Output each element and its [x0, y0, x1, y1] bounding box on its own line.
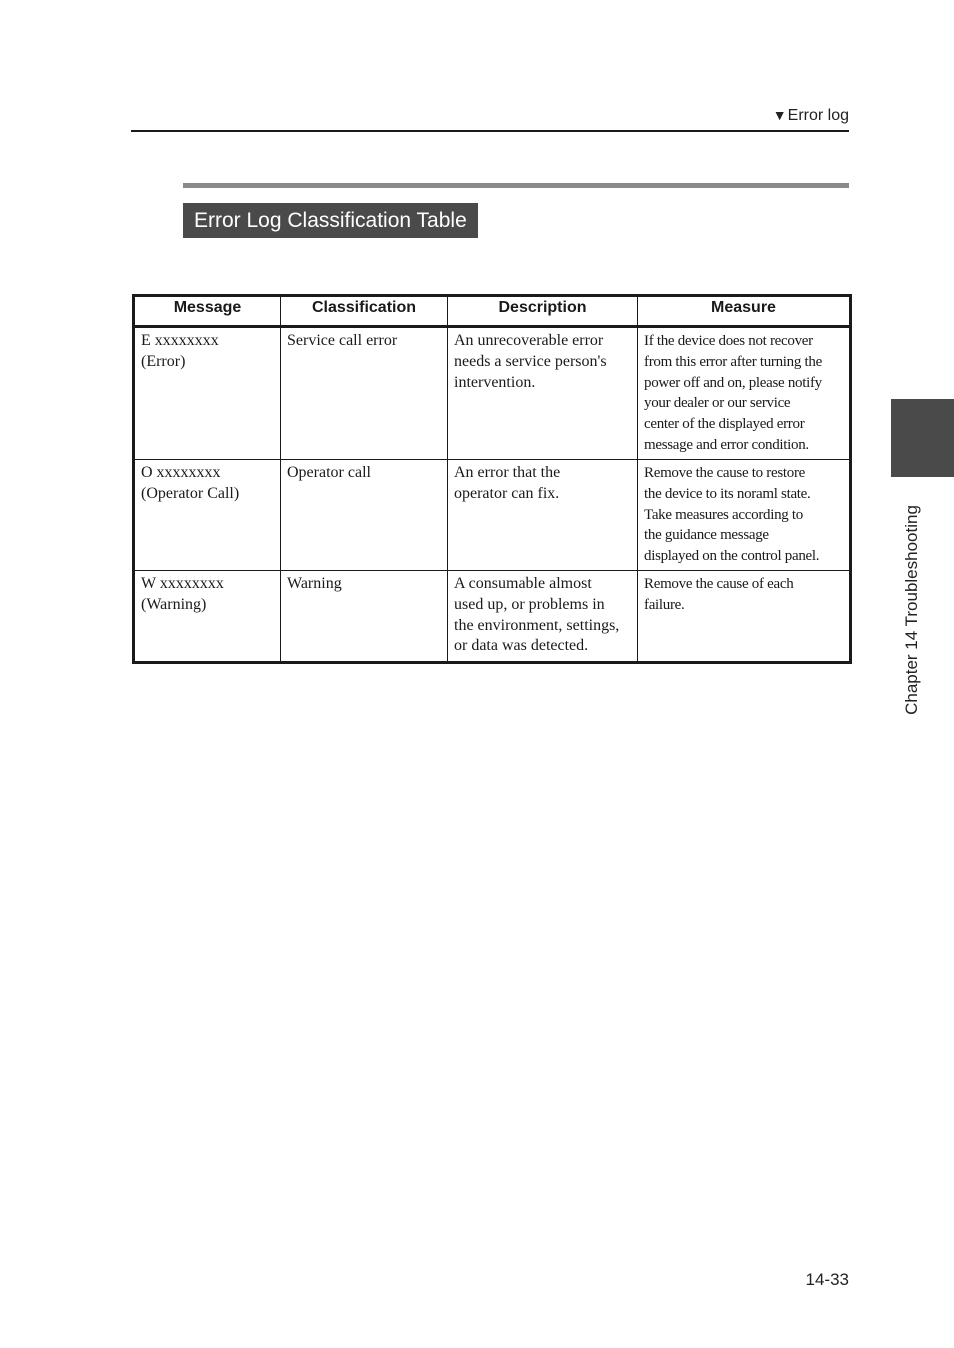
table-row	[134, 327, 851, 460]
cell-measure	[638, 460, 851, 571]
measure-line: message and error condition.	[644, 436, 809, 453]
cell-classification	[281, 327, 448, 460]
classification-text: Warning	[287, 575, 342, 592]
message-code: W xxxxxxxx	[141, 575, 224, 592]
measure-line: from this error after turning the	[644, 353, 822, 370]
section-title: Error Log Classification Table	[183, 203, 478, 238]
cell-message	[134, 460, 281, 571]
description-line: intervention.	[454, 373, 536, 391]
measure-line: If the device does not recover	[644, 333, 813, 349]
message-type: (Warning)	[141, 595, 207, 613]
cell-description	[448, 571, 638, 663]
measure-line: your dealer or our service	[644, 395, 791, 412]
error-log-classification-table	[132, 294, 852, 664]
description-line: A consumable almost	[454, 575, 592, 592]
measure-line: Remove the cause of each	[644, 576, 794, 592]
chapter-tab	[891, 399, 954, 477]
column-header-description: Description	[448, 296, 638, 327]
measure-line: Remove the cause to restore	[644, 465, 806, 481]
chapter-label: Chapter 14 Troubleshooting	[902, 505, 921, 715]
description-line: An unrecoverable error	[454, 332, 604, 349]
column-header-classification: Classification	[281, 296, 448, 327]
running-header	[773, 107, 849, 125]
message-code: O xxxxxxxx	[141, 464, 221, 481]
description-line: the environment, settings,	[454, 616, 620, 634]
cell-classification	[281, 460, 448, 571]
cell-description	[448, 460, 638, 571]
message-code: E xxxxxxxx	[141, 332, 219, 349]
measure-line: failure.	[644, 596, 685, 613]
cell-classification	[281, 571, 448, 663]
cell-measure	[638, 571, 851, 663]
description-line: An error that the	[454, 464, 561, 481]
table-row	[134, 460, 851, 571]
running-header-label: Error log	[787, 107, 849, 124]
page-number: 14-33	[805, 1270, 849, 1289]
message-type: (Error)	[141, 352, 186, 370]
header-divider	[131, 130, 849, 132]
table-header-row	[134, 296, 851, 327]
table-row	[134, 571, 851, 663]
measure-line: center of the displayed error	[644, 416, 805, 433]
message-type: (Operator Call)	[141, 484, 240, 502]
description-line: operator can fix.	[454, 484, 560, 502]
classification-text: Service call error	[287, 332, 398, 349]
description-line: used up, or problems in	[454, 595, 605, 613]
triangle-down-icon: ▼	[772, 107, 787, 123]
description-line: needs a service person's	[454, 352, 607, 370]
column-header-message: Message	[134, 296, 281, 327]
measure-line: power off and on, please notify	[644, 374, 822, 391]
measure-line: the guidance message	[644, 527, 769, 544]
section-divider	[183, 183, 849, 188]
description-line: or data was detected.	[454, 637, 589, 655]
measure-line: Take measures according to	[644, 506, 803, 523]
column-header-measure: Measure	[638, 296, 851, 327]
measure-line: displayed on the control panel.	[644, 548, 820, 565]
cell-message	[134, 571, 281, 663]
measure-line: the device to its noraml state.	[644, 485, 811, 502]
cell-measure	[638, 327, 851, 460]
cell-message	[134, 327, 281, 460]
cell-description	[448, 327, 638, 460]
classification-text: Operator call	[287, 464, 371, 481]
